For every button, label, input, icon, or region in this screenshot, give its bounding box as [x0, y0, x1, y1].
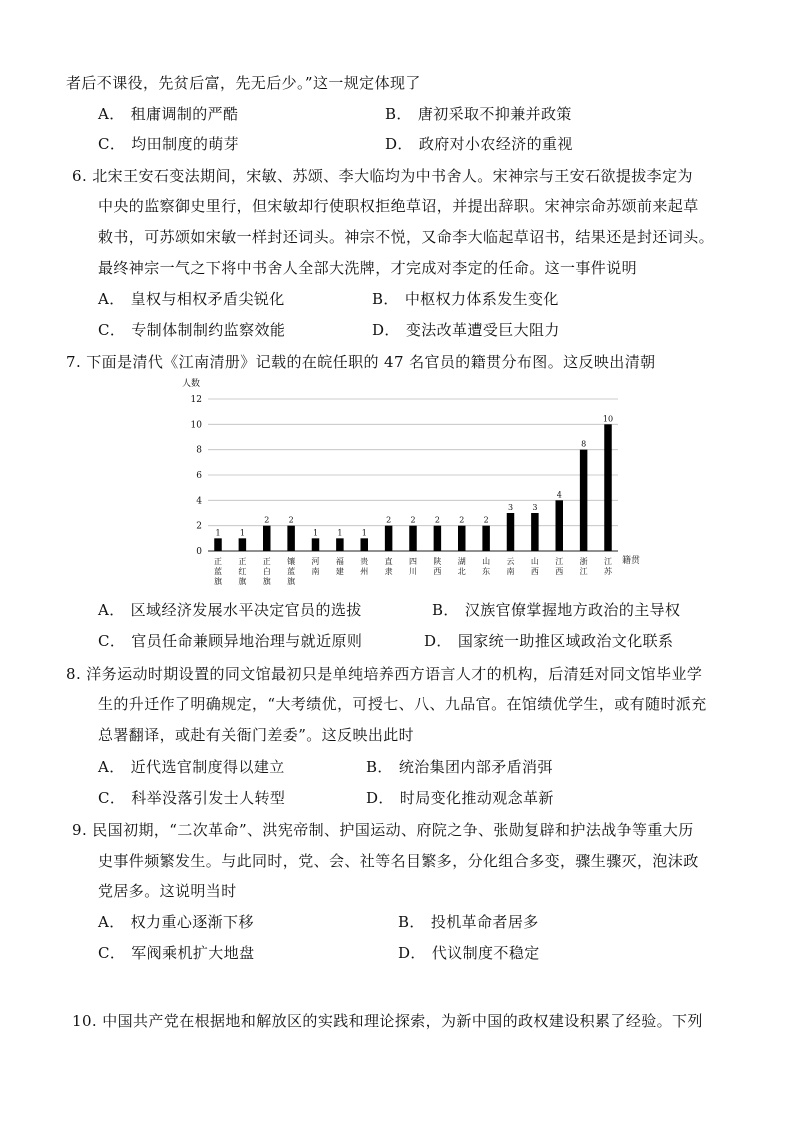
option-c: C． 专制体制制约监察效能	[98, 321, 286, 339]
option-a: A． 近代选官制度得以建立	[98, 758, 285, 776]
bar	[385, 526, 393, 551]
bar-value-label: 2	[288, 515, 294, 525]
bar	[336, 538, 344, 551]
bar	[531, 513, 539, 551]
bar-value-label: 4	[556, 490, 562, 500]
bar	[482, 526, 490, 551]
bar-value-label: 2	[264, 515, 270, 525]
question-8-line-3: 总署翻译，或赴有关衙门差委”。这反映出此时	[98, 726, 415, 744]
x-axis-label: 籍贯	[622, 556, 641, 566]
option-b: B． 汉族官僚掌握地方政治的主导权	[432, 601, 681, 619]
y-tick-label: 4	[196, 496, 202, 507]
option-c: C． 科举没落引发士人转型	[98, 789, 286, 807]
question-8-line-1: 8. 洋务运动时期设置的同文馆最初只是单纯培养西方语言人才的机构，后清廷对同文馆毕业学	[66, 665, 703, 683]
option-b: B． 投机革命者居多	[398, 913, 539, 931]
option-d: D． 时局变化推动观念革新	[366, 789, 554, 807]
question-6-line-3: 敕书，可苏颂如宋敏一样封还词头。神宗不悦，又命李大临起草诏书，结果还是封还词头。	[98, 228, 715, 246]
x-tick-label: 陕西	[433, 557, 442, 576]
bar-value-label: 2	[434, 515, 440, 525]
x-tick-label: 正红旗	[238, 557, 247, 586]
question-9-line-3: 党居多。这说明当时	[98, 882, 237, 900]
x-tick-label: 浙江	[579, 557, 588, 576]
bar	[263, 526, 271, 551]
option-b: B． 统治集团内部矛盾消弭	[366, 758, 553, 776]
option-d: D． 代议制度不稳定	[398, 944, 540, 962]
option-a: A． 权力重心逐渐下移	[98, 913, 254, 931]
x-tick-label: 江西	[555, 557, 564, 576]
option-c: C． 均田制度的萌芽	[98, 135, 240, 153]
bar-value-label: 2	[459, 515, 465, 525]
y-tick-label: 0	[196, 547, 202, 557]
question-5-stem-end: 者后不课役，先贫后富，先无后少。”这一规定体现了	[66, 74, 421, 92]
bar	[507, 513, 515, 551]
question-6-line-4: 最终神宗一气之下将中书舍人全部大洗牌，才完成对李定的任命。这一事件说明	[98, 259, 638, 277]
question-8-line-2: 生的升迁作了明确规定，“大考绩优，可授七、八、九品官。在馆绩优学生，或有随时派充	[98, 695, 707, 713]
option-a: A． 皇权与相权矛盾尖锐化	[98, 290, 285, 308]
bar	[239, 538, 247, 551]
x-tick-label: 正蓝旗	[214, 557, 222, 586]
question-6-line-2: 中央的监察御史里行，但宋敏却行使职权拒绝草诏，并提出辞职。宋神宗命苏颂前来起草	[98, 197, 699, 215]
bar-value-label: 1	[361, 528, 367, 538]
y-tick-label: 10	[190, 420, 202, 431]
y-tick-label: 6	[196, 471, 202, 481]
bar-value-label: 3	[532, 503, 538, 512]
bar	[556, 500, 564, 551]
y-axis-label: 人数	[182, 379, 201, 389]
bar	[604, 424, 612, 551]
bar-value-label: 10	[602, 414, 614, 424]
bar	[214, 538, 222, 551]
x-tick-label: 正白旗	[262, 557, 271, 586]
bar-value-label: 2	[483, 515, 489, 525]
option-a: A． 租庸调制的严酷	[98, 105, 239, 123]
bar	[287, 526, 295, 551]
x-tick-label: 河南	[311, 557, 320, 576]
bar-value-label: 2	[386, 515, 392, 525]
origin-distribution-bar-chart	[170, 374, 650, 586]
bar-value-label: 1	[239, 528, 245, 538]
y-tick-label: 2	[196, 521, 202, 532]
bar	[312, 538, 320, 551]
x-tick-label: 山西	[530, 557, 539, 576]
x-tick-label: 直隶	[384, 557, 393, 576]
bar-value-label: 1	[337, 528, 343, 538]
bar	[458, 526, 466, 551]
x-tick-label: 江苏	[604, 557, 612, 576]
bar	[409, 526, 417, 551]
y-tick-label: 8	[196, 445, 202, 456]
bar	[580, 450, 588, 551]
bar-value-label: 8	[581, 439, 587, 449]
bar-value-label: 1	[215, 528, 221, 538]
option-d: D． 国家统一助推区域政治文化联系	[424, 632, 674, 650]
x-tick-label: 四川	[409, 557, 417, 576]
x-tick-label: 云南	[506, 557, 515, 576]
x-tick-label: 镶蓝旗	[287, 557, 296, 586]
y-tick-label: 12	[190, 395, 202, 405]
question-9-line-1: 9. 民国初期，“二次革命”、洪宪帝制、护国运动、府院之争、张勋复辟和护法战争等重大历	[72, 821, 694, 839]
question-6-line-1: 6. 北宋王安石变法期间，宋敏、苏颂、李大临均为中书舍人。宋神宗与王安石欲提拔李定为	[72, 167, 693, 185]
question-9-line-2: 史事件频繁发生。与此同时，党、会、社等名目繁多，分化组合多变，骤生骤灭，泡沫政	[98, 852, 699, 870]
bar	[434, 526, 442, 551]
question-10-stem: 10. 中国共产党在根据地和解放区的实践和理论探索，为新中国的政权建设积累了经验。下列	[72, 1012, 703, 1030]
option-b: B． 中枢权力体系发生变化	[372, 290, 559, 308]
bar	[361, 538, 369, 551]
x-tick-label: 福建	[335, 557, 344, 576]
x-tick-label: 湖北	[457, 557, 466, 576]
bar-value-label: 1	[312, 528, 319, 538]
x-tick-label: 贵州	[360, 557, 369, 576]
option-a: A． 区域经济发展水平决定官员的选拔	[98, 601, 362, 619]
option-b: B． 唐初采取不抑兼并政策	[385, 105, 572, 123]
x-tick-label: 山东	[482, 557, 491, 576]
option-d: D． 变法改革遭受巨大阻力	[372, 321, 560, 339]
option-d: D． 政府对小农经济的重视	[385, 135, 573, 153]
bar-value-label: 3	[507, 503, 514, 512]
question-7-stem: 7. 下面是清代《江南清册》记载的在皖任职的 47 名官员的籍贯分布图。这反映出清朝	[66, 353, 656, 371]
option-c: C． 官员任命兼顾异地治理与就近原则	[98, 632, 363, 650]
bar-value-label: 2	[410, 515, 416, 525]
option-c: C． 军阀乘机扩大地盘	[98, 944, 255, 962]
